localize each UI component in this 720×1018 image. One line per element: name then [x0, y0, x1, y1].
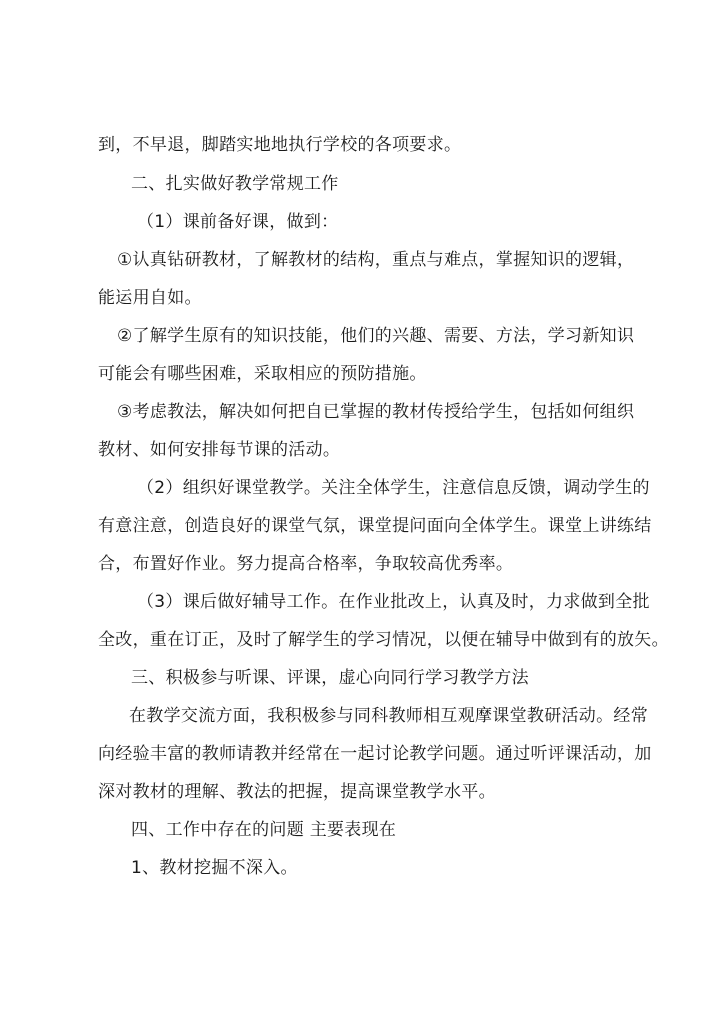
text-line: 能运用自如。	[98, 288, 202, 308]
text-line: （2）组织好课堂教学。关注全体学生，注意信息反馈，调动学生的	[137, 478, 650, 498]
text-line: 在教学交流方面，我积极参与同科教师相互观摩课堂教研活动。经常	[129, 706, 648, 726]
text-line: 向经验丰富的教师请教并经常在一起讨论教学问题。通过听评课活动，加	[98, 744, 652, 764]
text-line: （3）课后做好辅导工作。在作业批改上，认真及时，力求做到全批	[137, 592, 650, 612]
section-heading: 二、扎实做好教学常规工作	[131, 174, 339, 194]
text-line: 可能会有哪些困难，采取相应的预防措施。	[98, 364, 427, 384]
text-line: ①认真钻研教材，了解教材的结构，重点与难点，掌握知识的逻辑，	[117, 250, 635, 270]
text-line: 到，不早退，脚踏实地地执行学校的各项要求。	[98, 135, 462, 155]
section-heading: 四、工作中存在的问题 主要表现在	[131, 820, 397, 840]
text-line: ②了解学生原有的知识技能，他们的兴趣、需要、方法，学习新知识	[117, 326, 635, 346]
text-line: ③考虑教法，解决如何把自已掌握的教材传授给学生，包括如何组织	[117, 402, 635, 422]
text-line: 1、教材挖掘不深入。	[131, 858, 298, 878]
text-line: 教材、如何安排每节课的活动。	[98, 440, 341, 460]
text-line: 全改，重在订正，及时了解学生的学习情况，以便在辅导中做到有的放矢。	[98, 630, 669, 650]
text-line: 深对教材的理解、教法的把握，提高课堂教学水平。	[98, 782, 496, 802]
text-line: 有意注意，创造良好的课堂气氛，课堂提问面向全体学生。课堂上讲练结	[98, 516, 652, 536]
section-heading: 三、积极参与听课、评课，虚心向同行学习教学方法	[131, 668, 529, 688]
subsection-heading: （1）课前备好课，做到：	[137, 212, 339, 232]
text-line: 合，布置好作业。努力提高合格率，争取较高优秀率。	[98, 554, 514, 574]
